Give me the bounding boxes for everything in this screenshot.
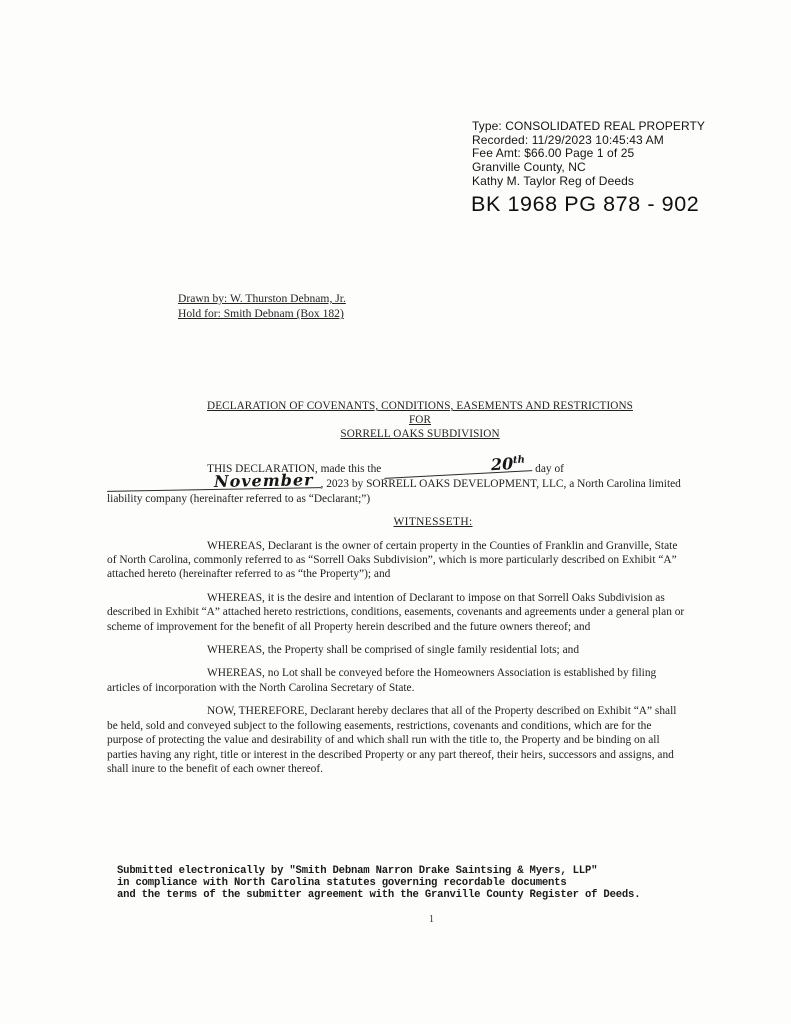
handwritten-day: 20th [384,454,533,479]
page-number: 1 [429,914,434,925]
now-therefore-paragraph: NOW, THEREFORE, Declarant hereby declares that all of the Property described on Exhibit “A” shall be held, sold and conveyed subject to the following easements, restrictions, covenants and conditions, which are for the purpose of protecting the value and desirability of and which shall run with the title to, the Property and be binding on all parties having any right, title or interest in the described Property or any part thereof, their heirs, successors and assigns, and shall inure to the benefit of each owner thereof. [107,705,677,775]
stamp-county-line: Granville County, NC [472,160,586,175]
stamp-type-line: Type: CONSOLIDATED REAL PROPERTY [472,119,706,133]
title-line-3: SORRELL OAKS SUBDIVISION [340,427,500,440]
document-title [105,400,735,441]
whereas-paragraph-1: WHEREAS, Declarant is the owner of certain property in the Counties of Franklin and Granville, State of North Carolina, commonly referred to as “Sorrell Oaks Subdivision”, which is more particularly described on Exhibit “A” attached hereto (hereinafter referred to as “the Property”); and [107,539,678,581]
book-page-number: BK 1968 PG 878 - 902 [471,192,700,216]
stamp-register-line: Kathy M. Taylor Reg of Deeds [472,173,634,188]
efiling-line-2: in compliance with North Carolina statutes governing recordable documents [117,876,567,889]
intro-paragraph [107,454,689,506]
whereas-paragraph-4: WHEREAS, no Lot shall be conveyed before the Homeowners Association is established by filing articles of incorporation with the North Carolina Secretary of State. [107,667,657,694]
efiling-note [117,866,640,902]
whereas-paragraph-2: WHEREAS, it is the desire and intention of Declarant to impose on that Sorrell Oaks Subdivision as described in Exhibit “A” attached hereto restrictions, conditions, easements, covenants and agreements under a general plan or scheme of improvement for the benefit of all Property herein described and the future owners thereof; and [107,591,685,633]
efiling-line-1: Submitted electronically by "Smith Debnam Narron Drake Saintsing & Myers, LLP" [117,865,598,877]
drawn-by-line: Drawn by: W. Thurston Debnam, Jr. [178,292,346,305]
stamp-recorded-line: Recorded: 11/29/2023 10:45:43 AM [472,132,664,147]
title-line-2: FOR [408,413,432,426]
stamp-fee-line: Fee Amt: $66.00 Page 1 of 25 [472,146,635,161]
document-body [107,454,689,785]
hold-for-line: Hold for: Smith Debnam (Box 182) [178,307,344,321]
intro-text-post: , 2023 by SORRELL OAKS DEVELOPMENT, LLC, a North Carolina limited liability company (hereinafter referred to as “Declarant;”) [107,478,681,505]
intro-text-pre: THIS DECLARATION, made this the [207,463,385,475]
whereas-paragraph-3: WHEREAS, the Property shall be comprised of single family residential lots; and [207,644,580,657]
recording-stamp [472,120,705,189]
preparer-block [178,291,346,321]
witnesseth-heading: WITNESSETH: [393,516,473,529]
efiling-line-3: and the terms of the submitter agreement with the Granville County Register of Deeds. [117,888,641,901]
handwritten-month: November [107,475,321,493]
title-line-1: DECLARATION OF COVENANTS, CONDITIONS, EASEMENTS AND RESTRICTIONS [207,400,633,412]
intro-text-mid: day of [532,463,564,475]
